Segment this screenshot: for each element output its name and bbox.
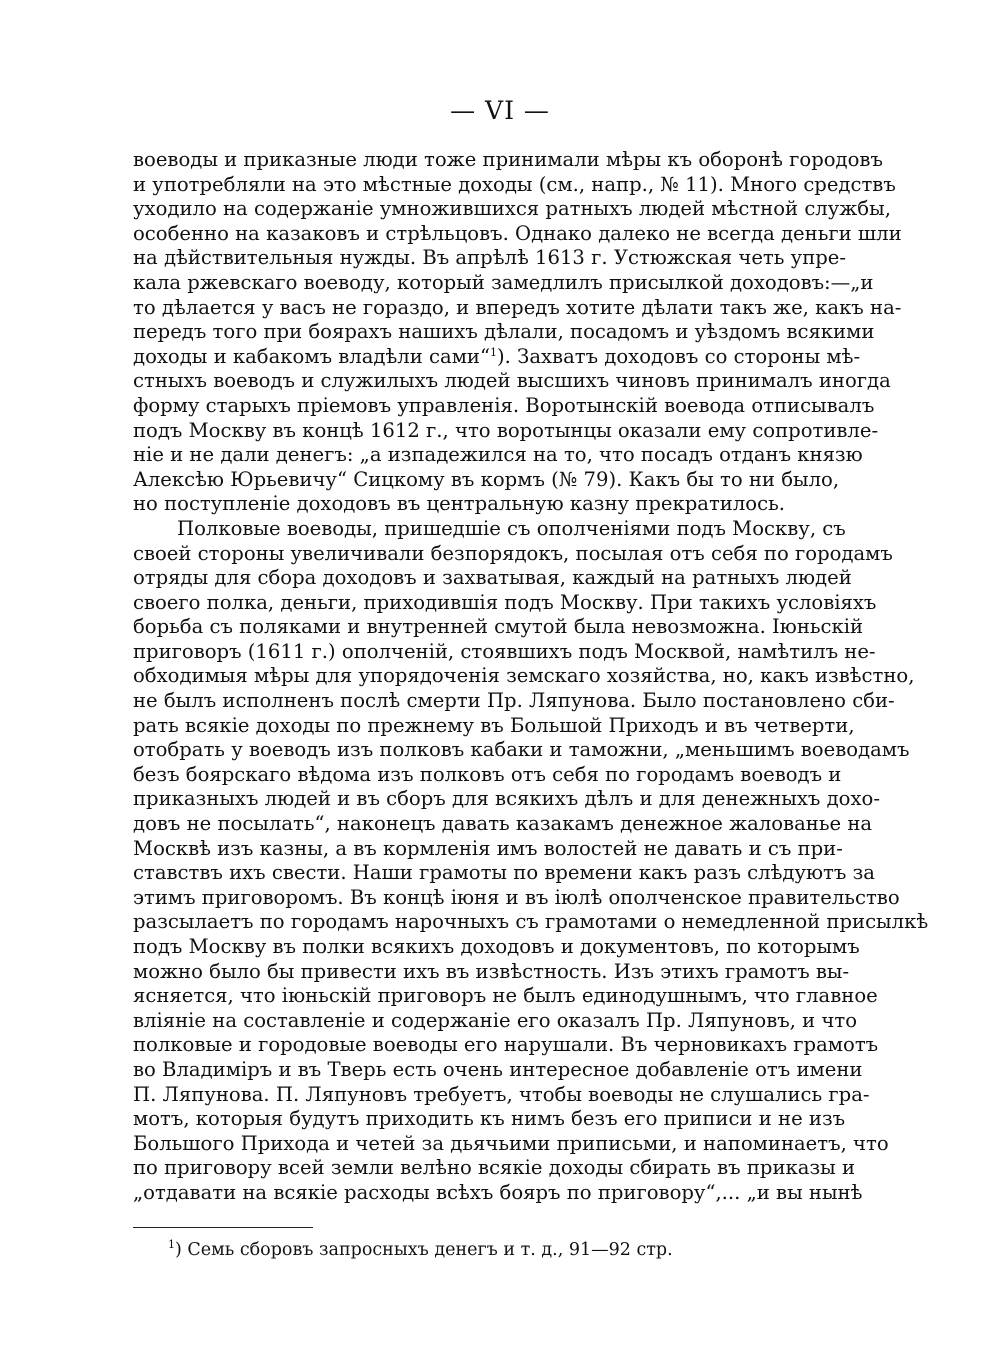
text-line: приговоръ (1611 г.) ополченій, стоявшихъ подъ Москвой, намѣтилъ не- xyxy=(133,639,876,663)
text-line: П. Ляпунова. П. Ляпуновъ требуетъ, чтобы воеводы не слушались гра- xyxy=(133,1082,870,1106)
text-line: форму старыхъ пріемовъ управленія. Воротынскій воевода отписывалъ xyxy=(133,393,875,417)
text-line: отобрать у воеводъ изъ полковъ кабаки и таможни, „меньшимъ воеводамъ xyxy=(133,738,910,762)
text-line: ставствъ ихъ свести. Наши грамоты по времени какъ разъ слѣдуютъ за xyxy=(133,861,875,885)
text-line: своей стороны увеличивали безпорядокъ, посылая отъ себя по городамъ xyxy=(133,541,893,565)
text-line: и употребляли на это мѣстные доходы (см., напр., № 11). Много средствъ xyxy=(133,172,896,196)
text-line: рать всякіе доходы по прежнему въ Большой Приходъ и въ четверти, xyxy=(133,713,855,737)
text-line: приказныхъ людей и въ сборъ для всякихъ дѣлъ и для денежныхъ дохо- xyxy=(133,787,880,811)
paragraph-first-line: Полковые воеводы, пришедшіе съ ополченіями подъ Москву, съ xyxy=(177,516,846,540)
text-line: своего полка, деньги, приходившія подъ Москву. При такихъ условіяхъ xyxy=(133,590,877,614)
body-text xyxy=(133,148,929,1206)
text-line: ясняется, что іюньскій приговоръ не былъ единодушнымъ, что главное xyxy=(133,984,878,1008)
text-line: Большого Прихода и четей за дьячьими приписьми, и напоминаетъ, что xyxy=(133,1131,889,1155)
text-line: подъ Москву въ полки всякихъ доходовъ и документовъ, по которымъ xyxy=(133,935,860,958)
text-line: воеводы и приказные люди тоже принимали мѣры къ оборонѣ городовъ xyxy=(133,148,883,171)
text-line: ніе и не дали денегъ: „а изпадежился на то, что посадъ отданъ князю xyxy=(133,443,863,467)
text-line-with-footnote xyxy=(133,344,861,370)
page-number: — VI — xyxy=(450,96,550,125)
text-line: уходило на содержаніе умножившихся ратныхъ людей мѣстной службы, xyxy=(133,197,891,221)
text-line: этимъ приговоромъ. Въ концѣ іюня и въ іюлѣ ополченское правительство xyxy=(133,885,900,909)
text-line: обходимыя мѣры для упорядоченія земскаго хозяйства, но, какъ извѣстно, xyxy=(133,664,915,688)
text-line: особенно на казаковъ и стрѣльцовъ. Однако далеко не всегда деньги шли xyxy=(133,221,902,245)
text-line: на дѣйствительныя нужды. Въ апрѣлѣ 1613 г. Устюжская четь упре- xyxy=(133,246,847,270)
text-line: кала ржевскаго воеводу, который замедлилъ присылкой доходовъ:—„и xyxy=(133,270,874,294)
text-line: „отдавати на всякіе расходы всѣхъ бояръ по приговору“,... „и вы нынѣ xyxy=(133,1180,863,1204)
text-line: мотъ, которыя будутъ приходить къ нимъ безъ его приписи и не изъ xyxy=(133,1107,846,1131)
text-line: не былъ исполненъ послѣ смерти Пр. Ляпунова. Было постановлено сби- xyxy=(133,689,895,713)
text-line: можно было бы привести ихъ въ извѣстность. Изъ этихъ грамотъ вы- xyxy=(133,959,850,983)
text-fragment: доходы и кабакомъ владѣли сами“ xyxy=(133,344,491,368)
text-line: по приговору всей земли велѣно всякіе доходы сбирать въ приказы и xyxy=(133,1156,856,1180)
text-line: безъ боярскаго вѣдома изъ полковъ отъ себя по городамъ воеводъ и xyxy=(133,762,842,786)
text-fragment: ). Захватъ доходовъ со стороны мѣ- xyxy=(497,344,861,368)
text-line: Алексѣю Юрьевичу“ Сицкому въ кормъ (№ 79). Какъ бы то ни было, xyxy=(133,467,840,491)
text-line: полковые и городовые воеводы его нарушали. Въ черновикахъ грамотъ xyxy=(133,1033,879,1057)
text-line: во Владиміръ и въ Тверь есть очень интересное добавленіе отъ имени xyxy=(133,1057,863,1081)
text-line: передъ того при боярахъ нашихъ дѣлали, посадомъ и уѣздомъ всякими xyxy=(133,320,875,344)
footnote-text: ) Семь сборовъ запросныхъ денегъ и т. д., 91—92 стр. xyxy=(175,1240,673,1260)
text-line: стныхъ воеводъ и служилыхъ людей высшихъ чиновъ принималъ иногда xyxy=(133,369,891,393)
text-line: вліяніе на составленіе и содержаніе его оказалъ Пр. Ляпуновъ, и что xyxy=(133,1008,858,1032)
text-line: разсылаетъ по городамъ нарочныхъ съ грамотами о немедленной присылкѣ xyxy=(133,910,929,934)
text-line: но поступленіе доходовъ въ центральную казну прекратилось. xyxy=(133,492,785,516)
footnote-marker: 1 xyxy=(168,1238,175,1251)
footnote xyxy=(168,1239,808,1261)
footnote-reference: 1 xyxy=(490,345,498,359)
text-line: отряды для сбора доходовъ и захватывая, каждый на ратныхъ людей xyxy=(133,566,852,590)
text-line: подъ Москву въ концѣ 1612 г., что воротынцы оказали ему сопротивле- xyxy=(133,418,879,442)
text-line: то дѣлается у васъ не гораздо, и впередъ хотите дѣлати такъ же, какъ на- xyxy=(133,295,902,319)
text-line: довъ не посылать“, наконецъ давать казакамъ денежное жалованье на xyxy=(133,812,873,836)
text-line: Москвѣ изъ казны, а въ кормленія имъ волостей не давать и съ при- xyxy=(133,836,843,860)
text-line: борьба съ поляками и внутренней смутой была невозможна. Іюньскій xyxy=(133,615,864,639)
footnote-divider xyxy=(133,1227,313,1228)
